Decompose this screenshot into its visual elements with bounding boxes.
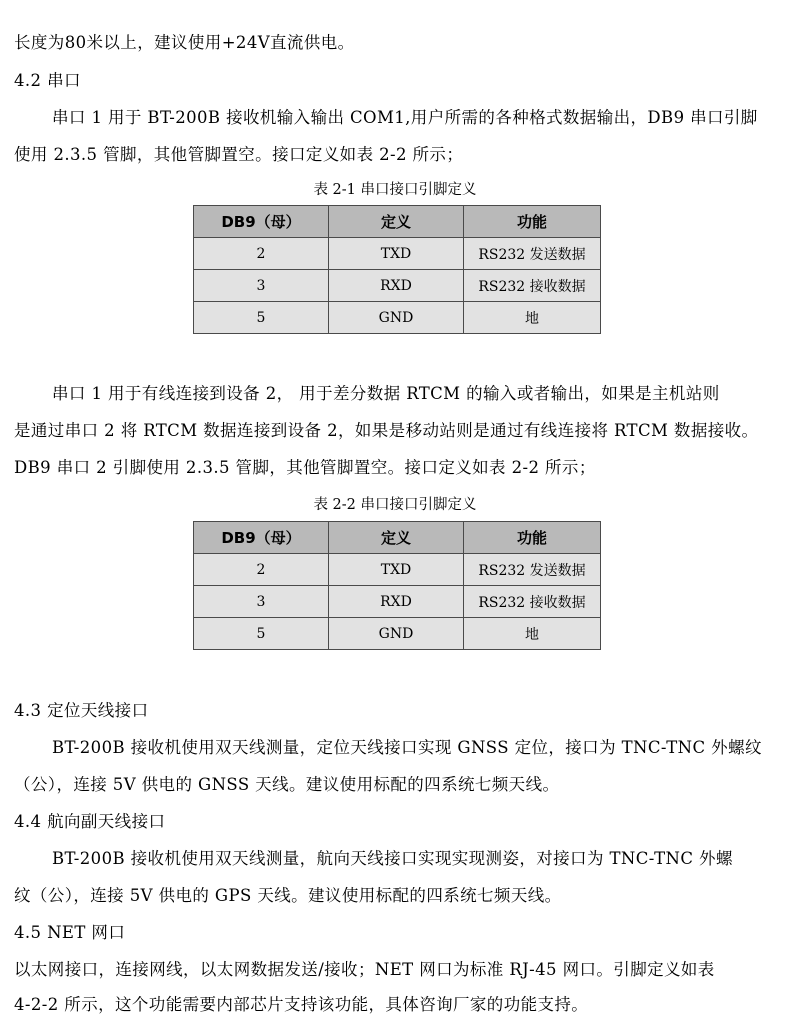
table-cell: RXD [329, 586, 464, 618]
pin-table-2 [193, 521, 601, 650]
table-cell: RS232 发送数据 [464, 554, 601, 586]
table-cell: GND [329, 302, 464, 334]
table-header-row [194, 206, 601, 238]
column-header: DB9（母） [194, 206, 329, 238]
table-row [194, 618, 601, 650]
table-cell: 地 [464, 302, 601, 334]
table-header-row [194, 522, 601, 554]
table-row [194, 586, 601, 618]
table-row [194, 238, 601, 270]
section-4-2-para2-line3: DB9 串口 2 引脚使用 2.3.5 管脚，其他管脚置空。接口定义如表 2-2 所示； [14, 458, 596, 477]
table-cell: TXD [329, 238, 464, 270]
section-4-5-para-line2: 4-2-2 所示，这个功能需要内部芯片支持该功能，具体咨询厂家的功能支持。 [14, 995, 589, 1014]
column-header: 功能 [464, 206, 601, 238]
table-cell: 5 [194, 618, 329, 650]
table-cell: 5 [194, 302, 329, 334]
table-cell: RXD [329, 270, 464, 302]
table-cell: RS232 发送数据 [464, 238, 601, 270]
table-row [194, 270, 601, 302]
table-cell: 2 [194, 238, 329, 270]
table-cell: RS232 接收数据 [464, 586, 601, 618]
section-4-3-para-line2: （公），连接 5V 供电的 GNSS 天线。建议使用标配的四系统七频天线。 [14, 775, 560, 794]
section-4-4-heading: 4.4 航向副天线接口 [14, 812, 166, 831]
table-cell: TXD [329, 554, 464, 586]
table-cell: 地 [464, 618, 601, 650]
table2-caption: 表 2-2 串口接口引脚定义 [313, 497, 477, 513]
section-4-4-para-line1: BT-200B 接收机使用双天线测量，航向天线接口实现实现测姿，对接口为 TNC-TNC 外螺 [52, 849, 733, 868]
section-4-4-para-line2: 纹（公），连接 5V 供电的 GPS 天线。建议使用标配的四系统七频天线。 [14, 886, 562, 905]
table-cell: RS232 接收数据 [464, 270, 601, 302]
section-4-2-para2-line1: 串口 1 用于有线连接到设备 2， 用于差分数据 RTCM 的输入或者输出，如果是主机站则 [52, 384, 720, 403]
column-header: 定义 [329, 522, 464, 554]
section-4-2-para2-line2: 是通过串口 2 将 RTCM 数据连接到设备 2，如果是移动站则是通过有线连接将 RTCM 数据接收。 [14, 421, 759, 440]
table-row [194, 554, 601, 586]
section-4-2-para1-line2: 使用 2.3.5 管脚，其他管脚置空。接口定义如表 2-2 所示； [14, 145, 464, 164]
intro-line: 长度为80米以上，建议使用+24V直流供电。 [14, 33, 355, 52]
table1-caption: 表 2-1 串口接口引脚定义 [313, 182, 477, 198]
table-cell: 3 [194, 586, 329, 618]
column-header: DB9（母） [194, 522, 329, 554]
table-cell: 2 [194, 554, 329, 586]
section-4-2-heading: 4.2 串口 [14, 71, 81, 90]
section-4-3-para-line1: BT-200B 接收机使用双天线测量，定位天线接口实现 GNSS 定位，接口为 TNC-TNC 外螺纹 [52, 738, 762, 757]
section-4-5-heading: 4.5 NET 网口 [14, 923, 126, 942]
section-4-2-para1-line1: 串口 1 用于 BT-200B 接收机输入输出 COM1,用户所需的各种格式数据输出，DB9 串口引脚 [52, 108, 758, 127]
section-4-5-para-line1: 以太网接口，连接网线，以太网数据发送/接收；NET 网口为标准 RJ-45 网口。引脚定义如表 [14, 960, 715, 979]
section-4-3-heading: 4.3 定位天线接口 [14, 701, 149, 720]
table-cell: GND [329, 618, 464, 650]
pin-table-1 [193, 205, 601, 334]
column-header: 功能 [464, 522, 601, 554]
column-header: 定义 [329, 206, 464, 238]
table-cell: 3 [194, 270, 329, 302]
table-row [194, 302, 601, 334]
